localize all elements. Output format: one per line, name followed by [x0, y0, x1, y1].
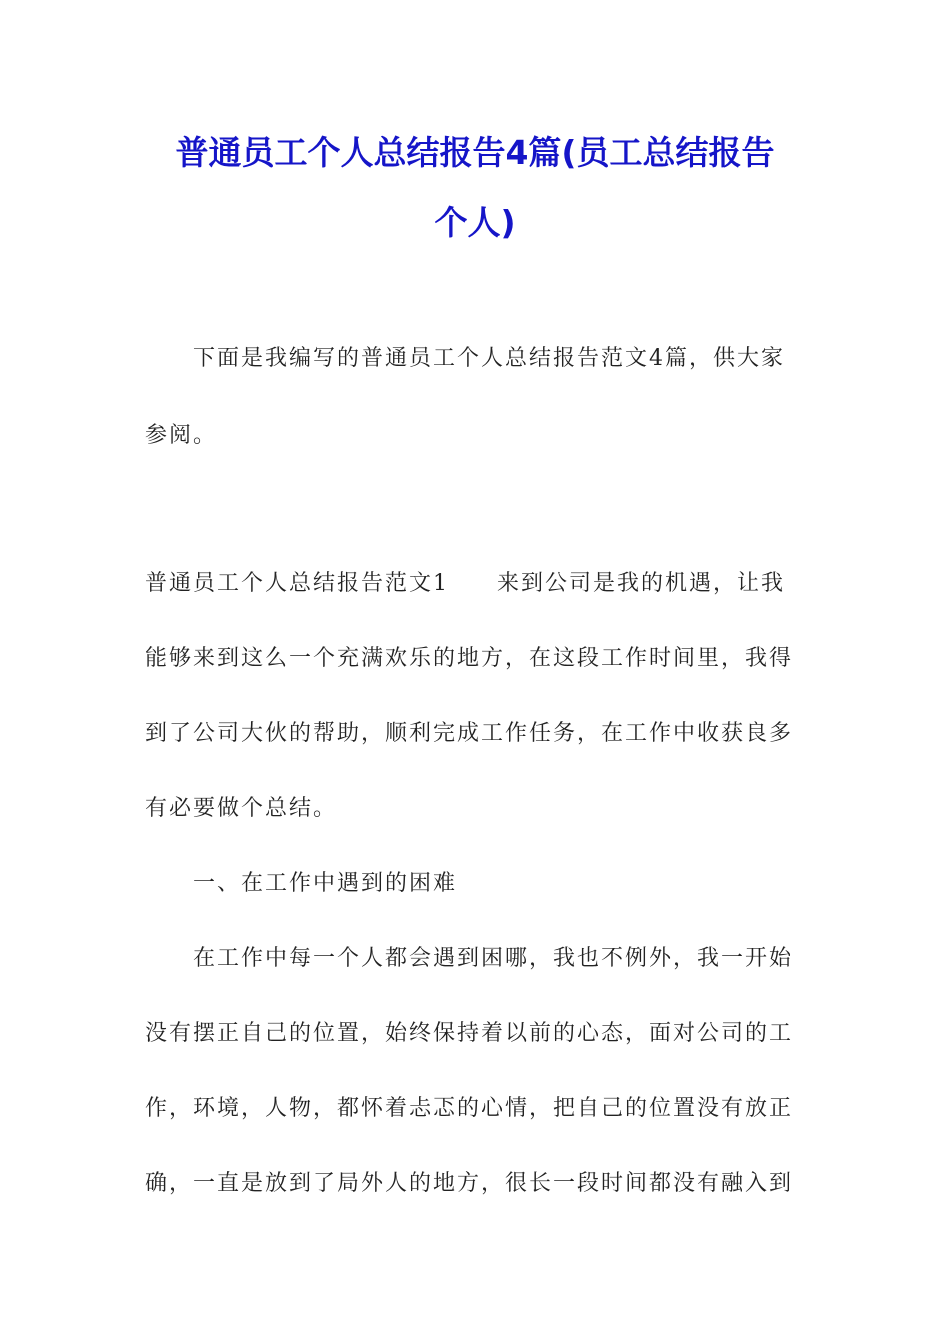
section1-line-3: 作，环境，人物，都怀着忐忑的心情，把自己的位置没有放正 — [145, 1096, 794, 1121]
sample1-heading: 普通员工个人总结报告范文1 — [145, 571, 449, 596]
sample1-line-2: 能够来到这么一个充满欢乐的地方，在这段工作时间里，我得 — [145, 646, 794, 671]
sample1-line-4: 有必要做个总结。 — [145, 796, 338, 821]
sample1-line-1 — [145, 569, 815, 599]
section1-line-2: 没有摆正自己的位置，始终保持着以前的心态，面对公司的工 — [145, 1021, 794, 1046]
intro-line-2: 参阅。 — [145, 423, 218, 448]
sample1-line-3: 到了公司大伙的帮助，顺利完成工作任务，在工作中收获良多 — [145, 721, 794, 746]
sample1-line-1-rest: 来到公司是我的机遇，让我 — [497, 571, 786, 596]
intro-line-1: 下面是我编写的普通员工个人总结报告范文4篇，供大家 — [193, 346, 785, 371]
document-title-line-1: 普通员工个人总结报告4篇(员工总结报告 — [175, 133, 775, 172]
section1-line-4: 确，一直是放到了局外人的地方，很长一段时间都没有融入到 — [145, 1171, 794, 1196]
section1-line-1: 在工作中每一个人都会遇到困哪，我也不例外，我一开始 — [193, 946, 794, 971]
section1-heading: 一、在工作中遇到的困难 — [193, 871, 458, 896]
document-title-line-2: 个人) — [434, 203, 516, 242]
